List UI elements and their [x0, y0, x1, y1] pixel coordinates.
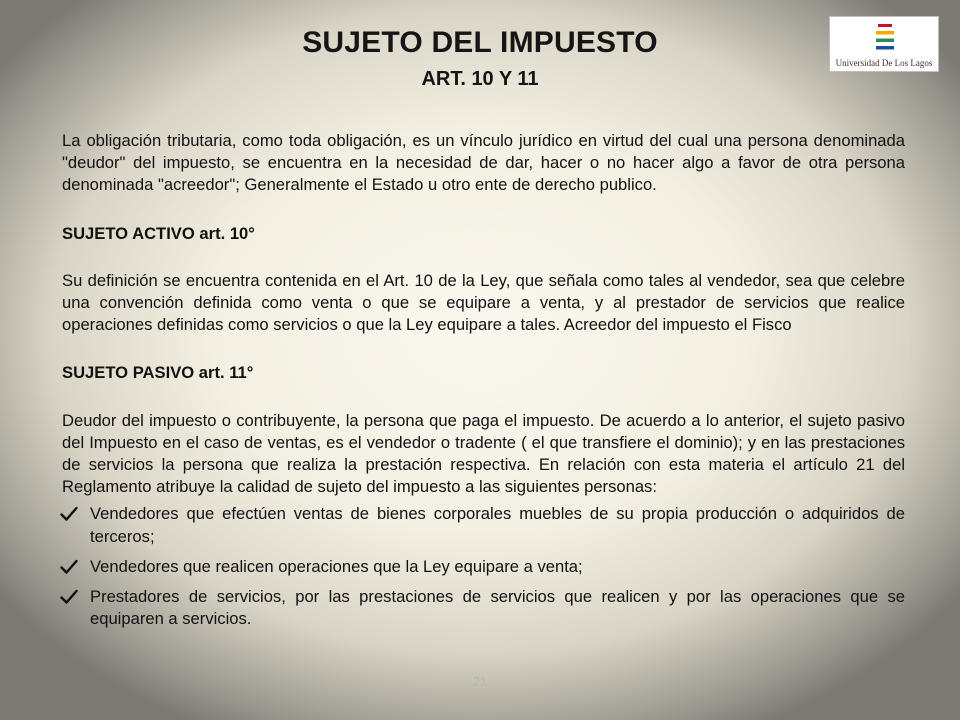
sujetos-list — [62, 503, 905, 630]
sujeto-pasivo-heading: SUJETO PASIVO art. 11° — [62, 363, 254, 383]
list-item-text: Prestadores de servicios, por las prestaciones de servicios que realicen y por las operaciones que se equiparen a servicios. — [90, 587, 905, 629]
sujeto-activo-paragraph: Su definición se encuentra contenida en el Art. 10 de la Ley, que señala como tales al vendedor, sea que celebre una convención definida como venta o que se equipare a venta, y al prestador de servicios que realice operaciones definidas como servicios o que la Ley equipare a tales. Acreedor del impuesto el Fisco — [62, 270, 905, 335]
list-item-text: Vendedores que realicen operaciones que la Ley equipare a venta; — [90, 556, 583, 576]
checkmark-icon — [60, 589, 78, 605]
list-item — [62, 556, 905, 578]
slide-content — [62, 130, 905, 638]
list-item-text: Vendedores que efectúen ventas de bienes corporales muebles de su propia producción o adquiridos de terceros; — [90, 504, 905, 546]
page-number: 21 — [472, 674, 488, 689]
sujeto-activo-heading: SUJETO ACTIVO art. 10° — [62, 223, 255, 243]
sujeto-pasivo-paragraph: Deudor del impuesto o contribuyente, la persona que paga el impuesto. De acuerdo a lo anterior, el sujeto pasivo del Impuesto en el caso de ventas, es el vendedor o tradente ( el que transfiere el dominio); y en las prestaciones de servicios la persona que realiza la prestación respectiva. En relación con esta materia el artículo 21 del Reglamento atribuye la calidad de sujeto del impuesto a las siguientes personas: — [62, 410, 905, 497]
slide-title: SUJETO DEL IMPUESTO — [302, 26, 658, 59]
intro-paragraph: La obligación tributaria, como toda obligación, es un vínculo jurídico en virtud del cual una persona denominada "deudor" del impuesto, se encuentra en la necesidad de dar, hacer o no hacer algo a favor de otra persona denominada "acreedor"; Generalmente el Estado u otro ente de derecho publico. — [62, 131, 905, 195]
list-item — [62, 503, 905, 547]
university-stripes-icon — [876, 23, 894, 53]
checkmark-icon — [60, 506, 78, 522]
logo-text: Universidad De Los Lagos — [835, 58, 933, 68]
list-item — [62, 586, 905, 630]
slide-subtitle: ART. 10 Y 11 — [421, 68, 539, 90]
university-logo — [829, 16, 939, 72]
checkmark-icon — [60, 559, 78, 575]
